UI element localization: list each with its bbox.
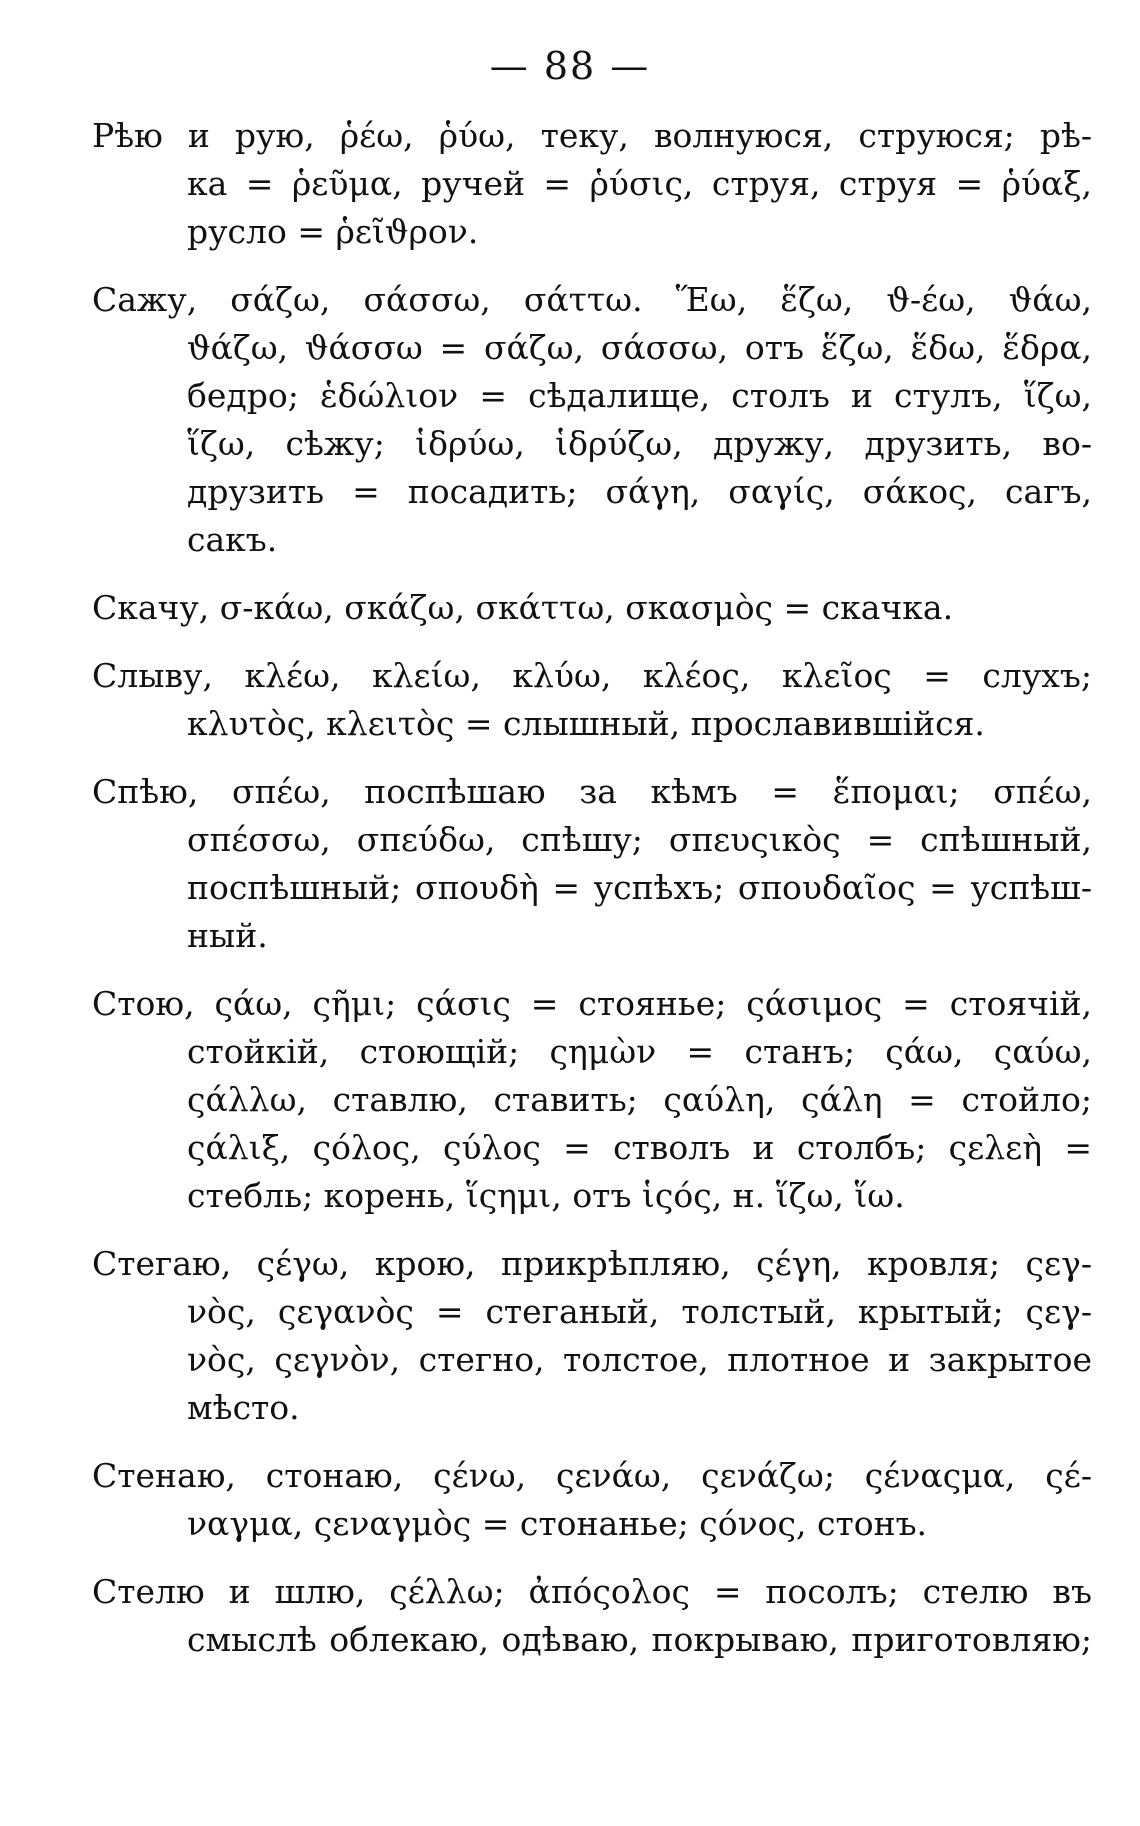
- entry-line: бедро; ἑδώλιον = сѣдалище, столъ и стулъ, ἵζω,: [187, 376, 1092, 415]
- entry-line: ἵζω, сѣжу; ἱδρύω, ἱδρύζω, дружу, друзить, во-: [187, 424, 1092, 463]
- entry-line: Стегаю, ςέγω, крою, прикрѣпляю, ςέγη, кровля; ςεγ-: [92, 1244, 1092, 1283]
- dictionary-entry: [92, 1452, 1092, 1548]
- entry-line: σπέσσω, σπεύδω, спѣшу; σπευςικὸς = спѣшный,: [187, 820, 1092, 859]
- dictionary-entry: [92, 584, 1092, 632]
- dictionary-entry: [92, 1240, 1092, 1432]
- entry-line: νὸς, ςεγανὸς = стеганый, толстый, крытый; ςεγ-: [187, 1292, 1092, 1331]
- dictionary-entry: [92, 980, 1092, 1220]
- entry-line: νὸς, ςεγνὸν, стегно, толстое, плотное и закрытое: [187, 1340, 1092, 1379]
- entry-line: ςάλιξ, ςόλος, ςύλος = стволъ и столбъ; ςελεὴ =: [187, 1128, 1092, 1167]
- entry-line: Стелю и шлю, ςέλλω; ἀπόςολος = посолъ; стелю въ: [92, 1572, 1092, 1611]
- dictionary-entry: [92, 276, 1092, 564]
- entry-line: стойкій, стоющій; ςημὼν = станъ; ςάω, ςαύω,: [187, 1032, 1092, 1071]
- entry-line: κλυτὸς, κλειτὸς = слышный, прославившійся.: [187, 704, 985, 743]
- entry-line: сакъ.: [187, 520, 278, 559]
- entry-line: Слыву, κλέω, κλείω, κλύω, κλέος, κλεῖος = слухъ;: [92, 656, 1092, 695]
- page-number: — 88 —: [489, 44, 651, 88]
- dictionary-entry: [92, 652, 1092, 748]
- entry-line: смыслѣ облекаю, одѣваю, покрываю, приготовляю;: [187, 1620, 1092, 1659]
- entry-line: Сажу, σάζω, σάσσω, σάττω. Ἕω, ἕζω, ϑ-έω, ϑάω,: [92, 280, 1092, 319]
- entry-line: ναγμα, ςεναγμὸς = стонанье; ςόνος, стонъ.: [187, 1504, 928, 1543]
- dictionary-entries: [92, 112, 1092, 1684]
- entry-line: русло = ῥεῖϑρον.: [187, 212, 479, 251]
- entry-line: Скачу, σ-κάω, σκάζω, σκάττω, σκασμὸς = скачка.: [92, 588, 954, 627]
- entry-line: ка = ῥεῦμα, ручей = ῥύσις, струя, струя = ῥύαξ,: [187, 164, 1092, 203]
- dictionary-entry: [92, 768, 1092, 960]
- dictionary-entry: [92, 112, 1092, 256]
- entry-line: ный.: [187, 916, 268, 955]
- entry-line: Рѣю и рую, ῥέω, ῥύω, теку, волнуюся, струюся; рѣ-: [92, 116, 1092, 155]
- entry-line: друзить = посадить; σάγη, σαγίς, σάκος, сагъ,: [187, 472, 1092, 511]
- entry-line: Стенаю, стонаю, ςένω, ςενάω, ςενάζω; ςέναςμα, ςέ-: [92, 1456, 1092, 1495]
- dictionary-entry: [92, 1568, 1092, 1664]
- entry-line: стебль; корень, ἵςημι, отъ ἱςός, н. ἵζω, ἵω.: [187, 1176, 905, 1215]
- entry-line: ϑάζω, ϑάσσω = σάζω, σάσσω, отъ ἕζω, ἕδω, ἕδρα,: [187, 328, 1092, 367]
- entry-line: поспѣшный; σπουδὴ = успѣхъ; σπουδαῖος = успѣш-: [187, 868, 1092, 907]
- entry-line: ςάλλω, ставлю, ставить; ςαύλη, ςάλη = стойло;: [187, 1080, 1092, 1119]
- entry-line: Спѣю, σπέω, поспѣшаю за кѣмъ = ἕπομαι; σπέω,: [92, 772, 1092, 811]
- entry-line: Стою, ςάω, ςῆμι; ςάσις = стоянье; ςάσιμος = стоячій,: [92, 984, 1092, 1023]
- entry-line: мѣсто.: [187, 1388, 300, 1427]
